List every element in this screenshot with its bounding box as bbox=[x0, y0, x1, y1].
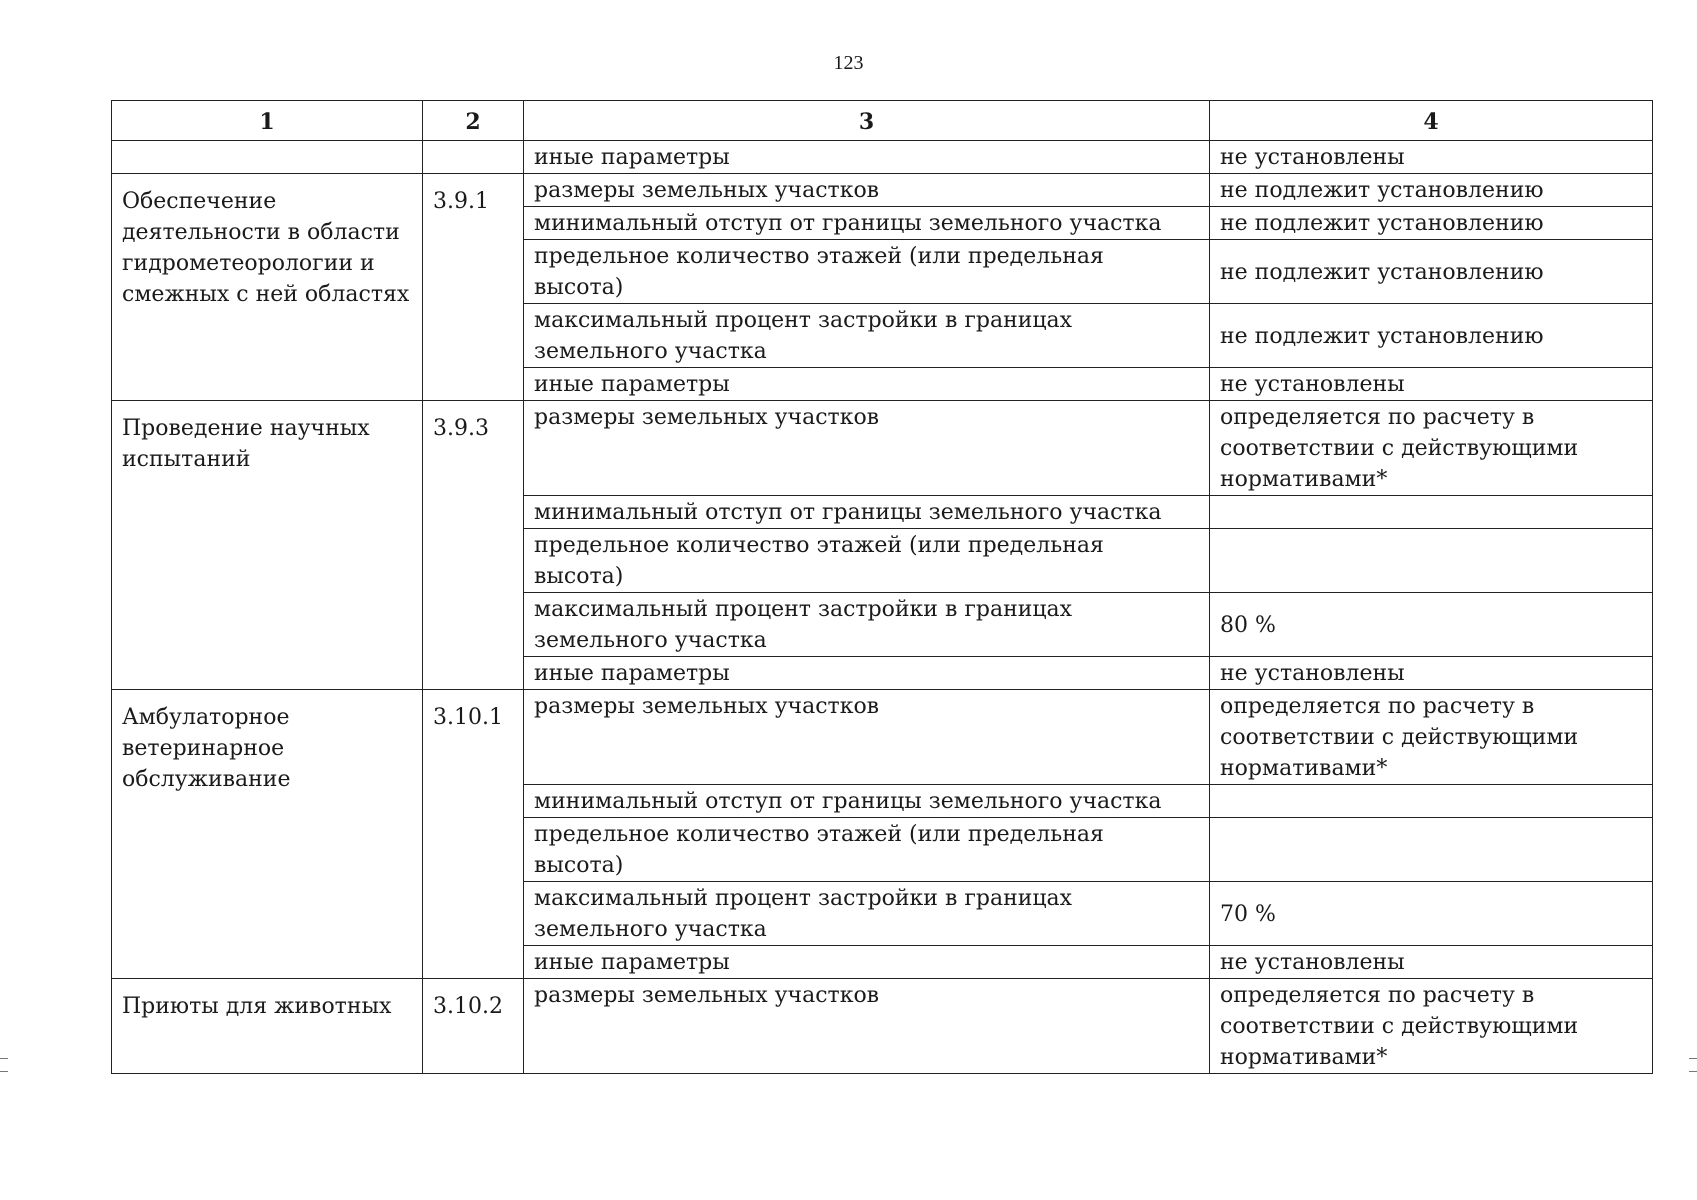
value-cell: не установлены bbox=[1210, 141, 1653, 174]
value-cell bbox=[1210, 818, 1653, 882]
value-cell: не подлежит установлению bbox=[1210, 207, 1653, 240]
table-row bbox=[112, 690, 1653, 785]
parameter-cell: иные параметры bbox=[524, 368, 1210, 401]
value-cell: не установлены bbox=[1210, 368, 1653, 401]
parameter-cell: минимальный отступ от границы земельного участка bbox=[524, 785, 1210, 818]
table-row bbox=[112, 174, 1653, 207]
value-cell: не подлежит установлению bbox=[1210, 174, 1653, 207]
value-cell: не установлены bbox=[1210, 657, 1653, 690]
land-use-code-cell: 3.9.3 bbox=[423, 401, 524, 690]
header-row bbox=[112, 101, 1653, 141]
scan-edge-mark-left bbox=[0, 1058, 8, 1072]
land-use-name-cell: Амбулаторное ветеринарное обслуживание bbox=[112, 690, 423, 979]
parameter-cell: размеры земельных участков bbox=[524, 401, 1210, 496]
value-cell bbox=[1210, 496, 1653, 529]
value-cell bbox=[1210, 529, 1653, 593]
parameter-cell: максимальный процент застройки в границах земельного участка bbox=[524, 593, 1210, 657]
land-use-name-cell bbox=[112, 141, 423, 174]
parameter-cell: предельное количество этажей (или предельная высота) bbox=[524, 529, 1210, 593]
land-use-code-cell: 3.10.1 bbox=[423, 690, 524, 979]
regulations-table bbox=[111, 100, 1653, 1074]
column-header-1: 1 bbox=[112, 101, 423, 141]
land-use-code-cell: 3.10.2 bbox=[423, 979, 524, 1074]
table-row bbox=[112, 979, 1653, 1074]
scan-edge-mark-right bbox=[1689, 1058, 1697, 1072]
land-use-code-cell bbox=[423, 141, 524, 174]
parameter-cell: предельное количество этажей (или предельная высота) bbox=[524, 240, 1210, 304]
parameter-cell: размеры земельных участков bbox=[524, 174, 1210, 207]
page-number: 123 bbox=[833, 52, 864, 74]
value-cell: не подлежит установлению bbox=[1210, 304, 1653, 368]
table-row bbox=[112, 401, 1653, 496]
value-cell: определяется по расчету в соответствии с действующими нормативами* bbox=[1210, 979, 1653, 1074]
parameter-cell: минимальный отступ от границы земельного участка bbox=[524, 496, 1210, 529]
value-cell: 80 % bbox=[1210, 593, 1653, 657]
value-cell: определяется по расчету в соответствии с действующими нормативами* bbox=[1210, 690, 1653, 785]
parameter-cell: размеры земельных участков bbox=[524, 979, 1210, 1074]
value-cell: определяется по расчету в соответствии с действующими нормативами* bbox=[1210, 401, 1653, 496]
land-use-name-cell: Обеспечение деятельности в области гидрометеорологии и смежных с ней областях bbox=[112, 174, 423, 401]
value-cell: не установлены bbox=[1210, 946, 1653, 979]
parameter-cell: минимальный отступ от границы земельного участка bbox=[524, 207, 1210, 240]
land-use-code-cell: 3.9.1 bbox=[423, 174, 524, 401]
column-header-2: 2 bbox=[423, 101, 524, 141]
value-cell: не подлежит установлению bbox=[1210, 240, 1653, 304]
column-header-4: 4 bbox=[1210, 101, 1653, 141]
parameter-cell: иные параметры bbox=[524, 946, 1210, 979]
parameter-cell: размеры земельных участков bbox=[524, 690, 1210, 785]
parameter-cell: иные параметры bbox=[524, 141, 1210, 174]
land-use-name-cell: Приюты для животных bbox=[112, 979, 423, 1074]
value-cell: 70 % bbox=[1210, 882, 1653, 946]
parameter-cell: максимальный процент застройки в границах земельного участка bbox=[524, 304, 1210, 368]
parameter-cell: максимальный процент застройки в границах земельного участка bbox=[524, 882, 1210, 946]
table-row bbox=[112, 141, 1653, 174]
value-cell bbox=[1210, 785, 1653, 818]
parameter-cell: иные параметры bbox=[524, 657, 1210, 690]
parameter-cell: предельное количество этажей (или предельная высота) bbox=[524, 818, 1210, 882]
column-header-3: 3 bbox=[524, 101, 1210, 141]
land-use-name-cell: Проведение научных испытаний bbox=[112, 401, 423, 690]
